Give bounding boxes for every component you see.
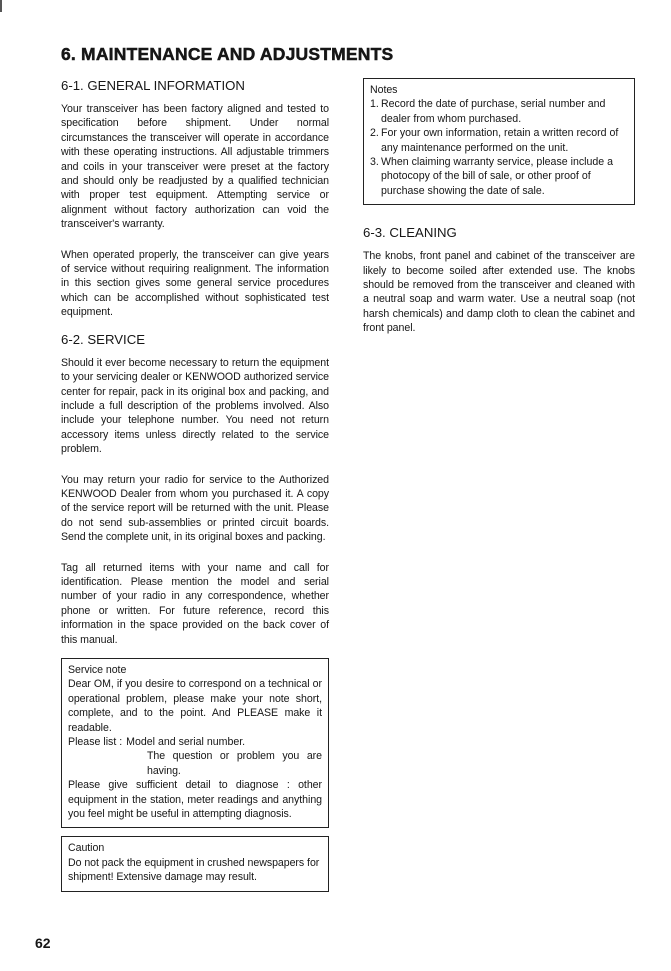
service-note-list bbox=[68, 735, 322, 749]
section-heading-service: 6-2. SERVICE bbox=[61, 331, 146, 347]
note-text: When claiming warranty service, please include a photocopy of the bill of sale, or other proof of purchase showing the date of sale. bbox=[381, 156, 613, 197]
service-paragraph-3: Tag all returned items with your name and call for identification. Please mention the model and serial number of your radio in any correspondence, whether phone or written. For future reference, record this information in the space provided on the back cover of this manual. bbox=[61, 561, 329, 646]
page-title: 6. MAINTENANCE AND ADJUSTMENTS bbox=[61, 44, 394, 64]
list-item bbox=[370, 97, 628, 126]
notes-box bbox=[363, 78, 635, 205]
right-column bbox=[363, 78, 635, 336]
section-heading-cleaning: 6-3. CLEANING bbox=[363, 225, 457, 241]
caution-text: Do not pack the equipment in crushed newspapers for shipment! Extensive damage may result. bbox=[68, 856, 320, 884]
service-paragraph-2: You may return your radio for service to the Authorized KENWOOD Dealer from whom you purchased it. A copy of the service report will be returned with the unit. Please do not send sub-assemblies or printed circuit boards. Send the complete unit, in its original boxes and packing. bbox=[61, 473, 329, 544]
service-note-title: Service note bbox=[68, 664, 127, 676]
notes-list bbox=[370, 97, 628, 198]
note-text: For your own information, retain a written record of any maintenance performed on the unit. bbox=[381, 127, 619, 154]
service-note-list-item-1: Model and serial number. bbox=[126, 736, 246, 749]
list-item bbox=[370, 126, 628, 155]
service-paragraph-1: Should it ever become necessary to return the equipment to your servicing dealer or KENWOOD authorized service center for repair, pack in its original box and packing, and include a full description of the problems involved. Also include your telephone number. You need not return accessory items unless directly related to the service problem. bbox=[61, 356, 329, 456]
service-note-list-item-2: The question or problem you are having. bbox=[147, 750, 322, 777]
list-item bbox=[370, 155, 628, 198]
left-column bbox=[61, 78, 329, 892]
note-text: Record the date of purchase, serial number and dealer from whom purchased. bbox=[381, 98, 606, 125]
service-note-list-label: Please list : bbox=[68, 736, 123, 749]
cleaning-paragraph: The knobs, front panel and cabinet of the transceiver are likely to become soiled after extended use. The knobs should be removed from the transceiver and cleaned with a neutral soap and warm water. Use a neutral soap (not harsh chemicals) and damp cloth to clean the cabinet and front panel. bbox=[363, 250, 635, 335]
general-paragraph-2: When operated properly, the transceiver can give years of service without requiring realignment. The information in this section gives some general service procedures which can be accomplished without sophisticated test equipment. bbox=[61, 248, 329, 319]
caution-box bbox=[61, 836, 329, 891]
note-number: 1. bbox=[370, 98, 379, 111]
note-number: 2. bbox=[370, 127, 379, 140]
service-note-box bbox=[61, 658, 329, 828]
page-number: 62 bbox=[35, 935, 51, 951]
section-heading-general: 6-1. GENERAL INFORMATION bbox=[61, 78, 245, 93]
caution-title: Caution bbox=[68, 842, 105, 855]
note-number: 3. bbox=[370, 156, 379, 169]
service-note-closing: Please give sufficient detail to diagnose : other equipment in the station, meter readings and anything you feel might be useful in attempting diagnosis. bbox=[68, 779, 322, 821]
notes-title: Notes bbox=[370, 84, 398, 96]
general-paragraph-1: Your transceiver has been factory aligned and tested to specification before shipment. Under normal circumstances the transceiver will operate in accordance with these operating instructions. All adjustable trimmers and coils in your transceiver were preset at the factory and should only be readjusted by a qualified technician with proper test equipment. Attempting service or alignment without factory authorization can void the transceiver's warranty. bbox=[61, 103, 329, 231]
binding-mark bbox=[0, 0, 2, 12]
service-note-intro: Dear OM, if you desire to correspond on a technical or operational problem, please make your note short, complete, and to the point. And PLEASE make it readable. bbox=[68, 678, 322, 734]
